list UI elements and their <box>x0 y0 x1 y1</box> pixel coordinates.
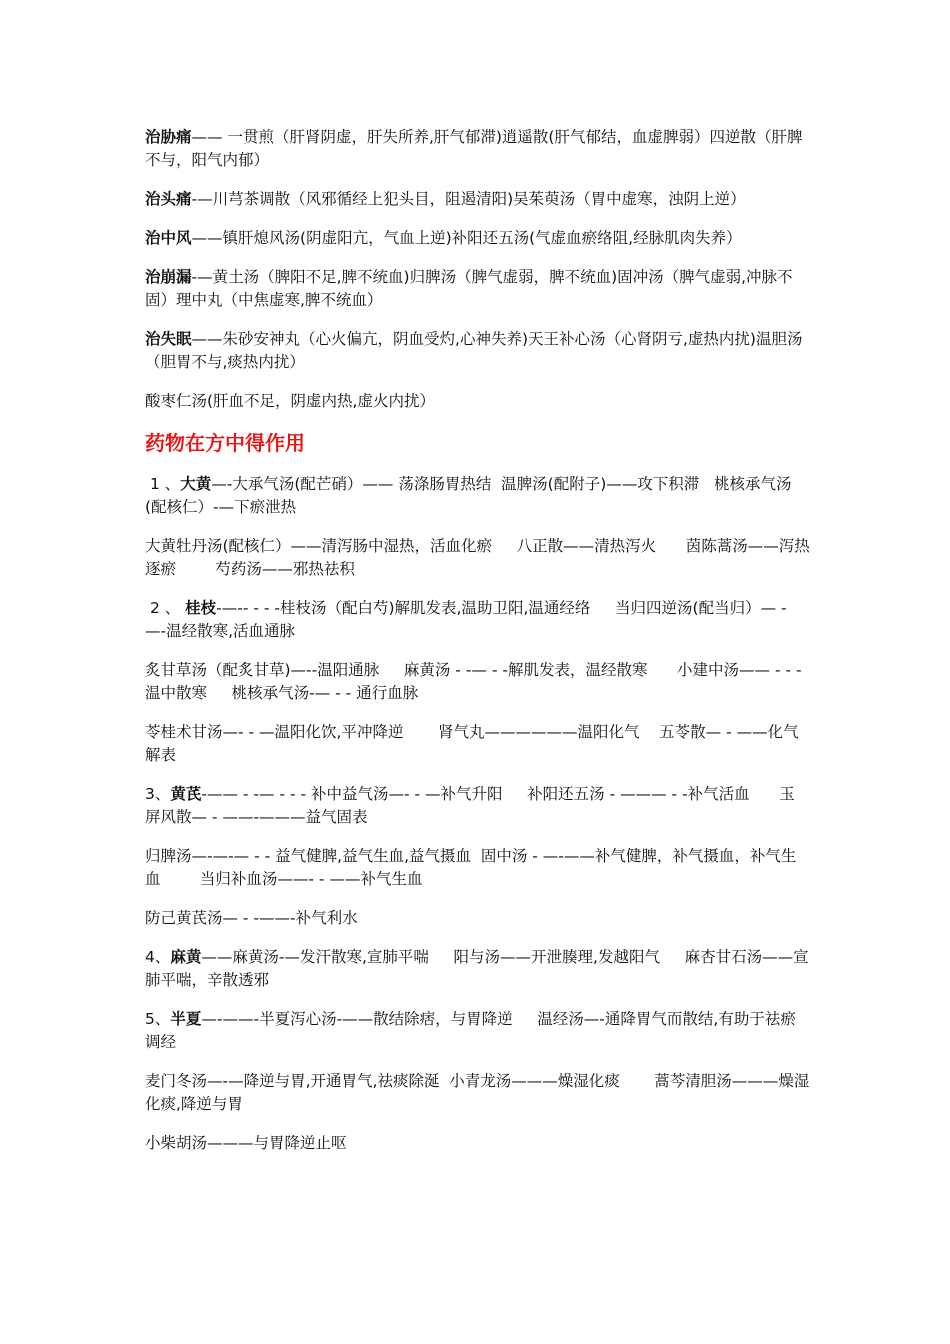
term-bold: 治失眠 <box>145 330 192 348</box>
paragraph-text: 小柴胡汤———与胃降逆止呕 <box>145 1134 347 1152</box>
paragraph-ma-huang <box>145 946 810 992</box>
paragraph-tou-tong <box>145 188 810 211</box>
term-bold: 桂枝 <box>185 599 217 617</box>
paragraph-gui-zhi <box>145 597 810 643</box>
paragraph-huang-qi <box>145 783 810 829</box>
item-prefix: 4、 <box>145 948 171 966</box>
paragraph-text: -—川芎茶调散（风邪循经上犯头目，阻遏清阳)吴茱萸汤（胃中虚寒，浊阴上逆） <box>191 190 746 208</box>
section-title: 药物在方中得作用 <box>145 431 305 455</box>
paragraph-ban-xia-cont-1 <box>145 1070 810 1116</box>
paragraph-huang-qi-cont-1 <box>145 845 810 891</box>
paragraph-xiong-tong <box>145 126 810 172</box>
paragraph-text: -—— - -— - - - 补中益气汤—- - —补气升阳 补阳还五汤 - ——— - -补气活血 玉屏风散— - ——-———益气固表 <box>145 785 795 826</box>
paragraph-text: —— 一贯煎（肝肾阴虚，肝失所养,肝气郁滞)逍遥散(肝气郁结，血虚脾弱）四逆散（肝脾不与，阳气内郁） <box>145 128 803 169</box>
item-prefix: 3、 <box>145 785 171 803</box>
paragraph-text: 麦门冬汤—-—降逆与胃,开通胃气,祛痰除涎 小青龙汤———燥湿化痰 蒿芩清胆汤———燥湿化痰,降逆与胃 <box>145 1072 810 1113</box>
paragraph-text: ——麻黄汤-—发汗散寒,宣肺平喘 阳与汤——开泄腠理,发越阳气 麻杏甘石汤——宣肺平喘，辛散透邪 <box>145 948 809 989</box>
item-prefix: 5、 <box>145 1010 171 1028</box>
paragraph-text: —-大承气汤(配芒硝）—— 荡涤肠胃热结 温脾汤(配附子)——攻下积滞 桃核承气汤(配核仁）-—下瘀泄热 <box>145 475 792 516</box>
paragraph-da-huang <box>145 473 810 519</box>
paragraph-zhong-feng <box>145 227 810 250</box>
term-bold: 治头痛 <box>145 190 192 208</box>
paragraph-text: 防己黄芪汤— - -——-补气利水 <box>145 909 358 927</box>
paragraph-text: ——朱砂安神丸（心火偏亢，阴血受灼,心神失养)天王补心汤（心肾阴亏,虚热内扰)温胆汤（胆胃不与,痰热内扰） <box>145 330 803 371</box>
paragraph-text: -—黄土汤（脾阳不足,脾不统血)归脾汤（脾气虚弱，脾不统血)固冲汤（脾气虚弱,冲脉不固）理中丸（中焦虚寒,脾不统血） <box>145 268 793 309</box>
paragraph-ban-xia-cont-2 <box>145 1132 810 1155</box>
term-bold: 黄芪 <box>170 785 202 803</box>
term-bold: 治崩漏 <box>145 268 192 286</box>
document-page <box>145 126 810 1171</box>
item-prefix: 2 、 <box>145 599 186 617</box>
item-prefix: 1 、 <box>145 475 181 493</box>
term-bold: 治中风 <box>145 229 192 247</box>
paragraph-text: 酸枣仁汤(肝血不足，阴虚内热,虚火内扰） <box>145 392 435 410</box>
paragraph-ban-xia <box>145 1008 810 1054</box>
term-bold: 麻黄 <box>170 948 202 966</box>
paragraph-text: —-——-半夏泻心汤-——散结除痞，与胃降逆 温经汤—-通降胃气而散结,有助于祛瘀调经 <box>145 1010 796 1051</box>
paragraph-text: 归脾汤—-—-— - - 益气健脾,益气生血,益气摄血 固中汤 - —-——补气健脾，补气摄血，补气生血 当归补血汤——- - ——补气生血 <box>145 847 797 888</box>
paragraph-gui-zhi-cont-2 <box>145 721 810 767</box>
paragraph-text: ——镇肝熄风汤(阴虚阳亢，气血上逆)补阳还五汤(气虚血瘀络阻,经脉肌肉失养） <box>191 229 742 247</box>
term-bold: 治胁痛 <box>145 128 192 146</box>
term-bold: 大黄 <box>180 475 212 493</box>
paragraph-text: 炙甘草汤（配炙甘草)—--温阳通脉 麻黄汤 - -— - -解肌发表，温经散寒 小建中汤—— - - -温中散寒 桃核承气汤-— - - 通行血脉 <box>145 661 802 702</box>
paragraph-da-huang-cont <box>145 535 810 581</box>
term-bold: 半夏 <box>170 1010 202 1028</box>
paragraph-suan-zao-ren <box>145 390 810 413</box>
paragraph-shi-mian <box>145 328 810 374</box>
paragraph-huang-qi-cont-2 <box>145 907 810 930</box>
paragraph-text: 大黄牡丹汤(配核仁）——清泻肠中湿热，活血化瘀 八正散——清热泻火 茵陈蒿汤——泻热逐瘀 芍药汤——邪热祛积 <box>145 537 810 578</box>
paragraph-text: -—-- - - -桂枝汤（配白芍)解肌发表,温助卫阳,温通经络 当归四逆汤(配当归）— - —-温经散寒,活血通脉 <box>145 599 792 640</box>
paragraph-text: 苓桂术甘汤—- - —温阳化饮,平冲降逆 肾气丸——————温阳化气 五苓散— - ——化气解表 <box>145 723 799 764</box>
paragraph-gui-zhi-cont-1 <box>145 659 810 705</box>
paragraph-beng-lou <box>145 266 810 312</box>
